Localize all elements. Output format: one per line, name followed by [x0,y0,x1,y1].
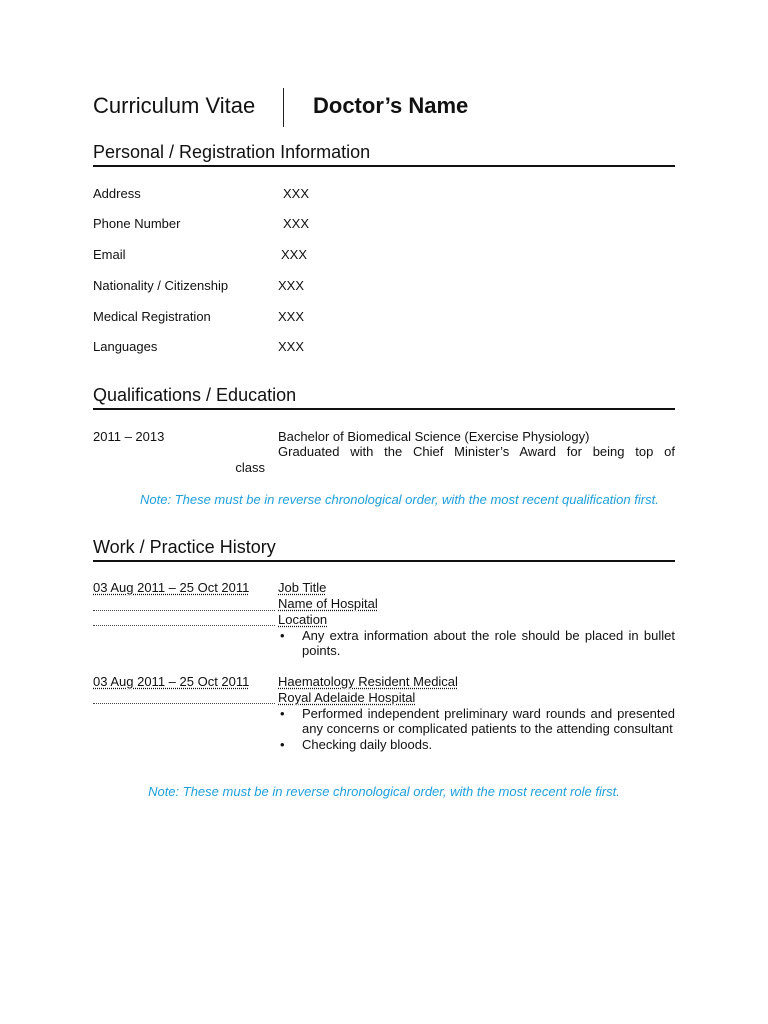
education-award: Graduated with the Chief Minister’s Award for being top of [278,444,675,459]
personal-value-nationality: XXX [278,278,305,293]
work-1-location: Location [278,612,328,627]
education-degree: Bachelor of Biomedical Science (Exercise Physiology) [278,429,590,444]
work-1-dates: 03 Aug 2011 – 25 Oct 2011 [93,580,250,595]
personal-label-registration: Medical Registration [93,309,211,324]
work-1-leader-line [93,610,275,611]
personal-value-address: XXX [283,186,310,201]
personal-label-nationality: Nationality / Citizenship [93,278,229,293]
work-1-leader-line-2 [93,625,275,626]
work-2-bullets [278,706,675,753]
work-2-dates: 03 Aug 2011 – 25 Oct 2011 [93,674,250,689]
personal-label-address: Address [93,186,141,201]
personal-label-phone: Phone Number [93,216,181,231]
section-heading-work: Work / Practice History [93,537,675,562]
personal-label-languages: Languages [93,339,158,354]
personal-value-phone: XXX [283,216,310,231]
work-2-title: Haematology Resident Medical [278,674,458,689]
work-2-bullet-1: • Performed independent preliminary ward rounds and presented any concerns or complicated patients to the attending consultant [278,706,675,736]
doc-title: Curriculum Vitae [93,93,256,118]
doctor-name: Doctor’s Name [313,93,469,118]
personal-value-languages: XXX [278,339,305,354]
personal-value-email: XXX [281,247,308,262]
title-divider [283,88,284,127]
education-dates: 2011 – 2013 [93,429,165,444]
work-note: Note: These must be in reverse chronological order, with the most recent role first. [148,784,620,799]
work-1-bullet: • Any extra information about the role should be placed in bullet points. [278,628,675,658]
work-1-bullets [278,628,675,659]
section-heading-education: Qualifications / Education [93,385,675,410]
personal-value-registration: XXX [278,309,305,324]
section-heading-personal: Personal / Registration Information [93,142,675,167]
work-2-bullet-2: • Checking daily bloods. [278,737,675,752]
work-1-hospital: Name of Hospital [278,596,378,611]
education-note: Note: These must be in reverse chronological order, with the most recent qualification first. [140,492,659,507]
education-award-end: class [235,460,265,475]
work-1-title: Job Title [278,580,327,595]
work-2-hospital: Royal Adelaide Hospital [278,690,416,705]
work-2-leader-line [93,703,275,704]
personal-label-email: Email [93,247,126,262]
